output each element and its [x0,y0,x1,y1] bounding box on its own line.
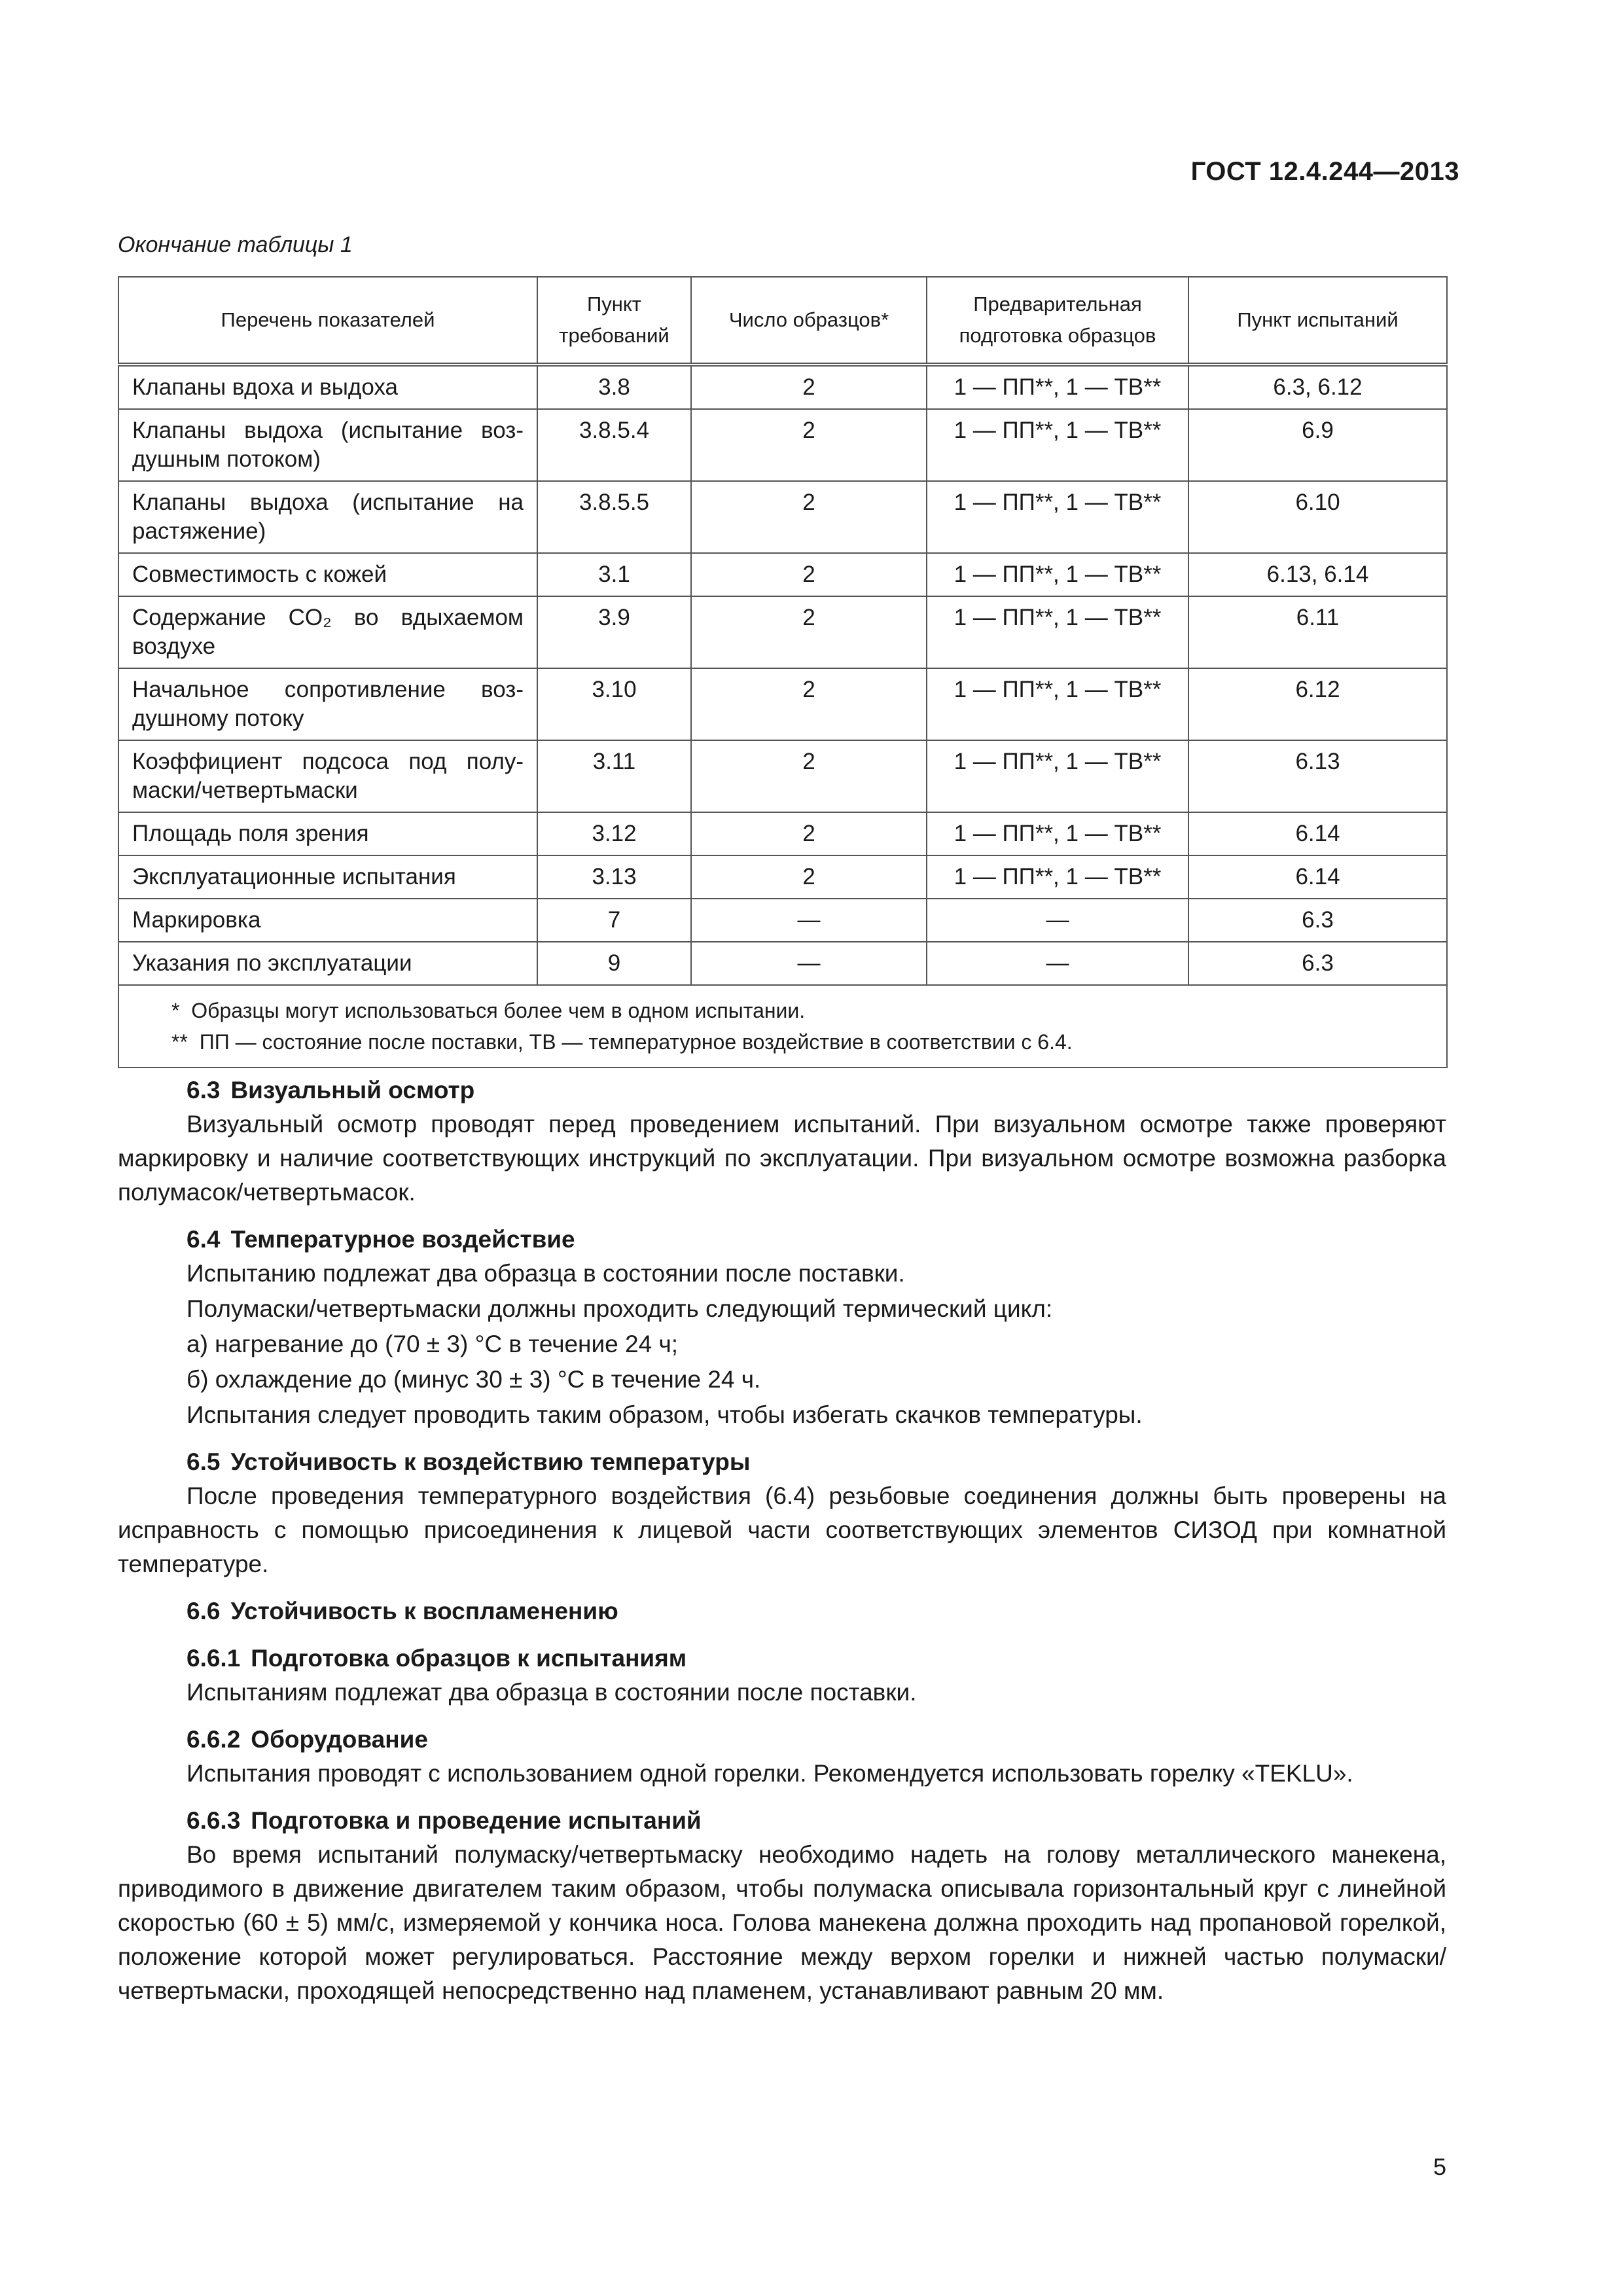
section-heading [118,1723,1446,1757]
table-cell: Маркировка [118,899,537,942]
section [118,1723,1446,1791]
column-header: Предварительная подготовка образцов [927,277,1188,365]
paragraph: Во время испытаний полумаску/четвертьмаску необходимо надеть на голову металлического манекена, приводимого в движение двигателем таким образом, чтобы полумаска описывала горизонтальный круг с линейной скоростью (60 ± 5) мм/с, измеряемой у кончика носа. Голова манекена должна проходить над пропановой горелкой, положение которой может регулироваться. Расстояние между верхом горелки и нижней частью полумаски/четвертьмаски, проходящей непосредственно над пламенем, устанавливают равным 20 мм. [118,1841,1446,2004]
table-cell: 1 — ПП**, 1 — ТВ** [927,855,1188,899]
table-cell: 3.12 [537,812,691,855]
table-row [118,481,1447,553]
table-cell: Клапаны вдоха и выдоха [118,365,537,409]
table-cell: Коэффициент подсоса под полумаски/четвертьмаски [118,740,537,812]
table-header-row [118,277,1447,365]
table-cell: 1 — ПП**, 1 — ТВ** [927,596,1188,668]
section-title: Устойчивость к воспламенению [230,1598,618,1624]
section-title: Устойчивость к воздействию температуры [230,1448,751,1475]
table-cell: 1 — ПП**, 1 — ТВ** [927,740,1188,812]
section-number: 6.4 [187,1226,221,1253]
section-number: 6.6.1 [187,1645,241,1672]
table-cell: 2 [691,812,927,855]
table-cell: 3.10 [537,668,691,740]
table-cell: 3.8.5.5 [537,481,691,553]
table-cell: 6.14 [1188,812,1447,855]
table-cell: 1 — ПП**, 1 — ТВ** [927,553,1188,596]
table-cell: 1 — ПП**, 1 — ТВ** [927,409,1188,481]
requirements-table [118,276,1448,1068]
section-number: 6.6.3 [187,1807,241,1834]
table-cell: 6.12 [1188,668,1447,740]
section-heading [118,1804,1446,1838]
section [118,1594,1446,1628]
section [118,1445,1446,1581]
table-cell: 1 — ПП**, 1 — ТВ** [927,481,1188,553]
document-id: ГОСТ 12.4.244—2013 [1190,157,1459,186]
table-cell: — [691,899,927,942]
table-row [118,899,1447,942]
section-title: Подготовка и проведение испытаний [251,1807,702,1834]
table-cell: 6.13, 6.14 [1188,553,1447,596]
table-row [118,365,1447,409]
table-cell: 3.8.5.4 [537,409,691,481]
column-header: Перечень показателей [118,277,537,365]
section-heading [118,1445,1446,1479]
section-heading [118,1641,1446,1676]
paragraph: После проведения температурного воздействия (6.4) резьбовые соединения должны быть проверены на исправность с помощью присоединения к лицевой части соответствующих элементов СИЗОД при комнатной температуре. [118,1482,1446,1577]
table-row [118,553,1447,596]
paragraph: Испытания следует проводить таким образом, чтобы избегать скачков температуры. [187,1401,1143,1428]
table-cell: 2 [691,481,927,553]
table-cell: 3.9 [537,596,691,668]
section-heading [118,1594,1446,1628]
section-title: Визуальный осмотр [230,1077,475,1103]
table-cell: 1 — ПП**, 1 — ТВ** [927,365,1188,409]
table-cell: 6.3 [1188,942,1447,985]
section-title: Подготовка образцов к испытаниям [251,1645,687,1672]
table-row [118,855,1447,899]
section [118,1804,1446,2008]
table-cell: — [927,942,1188,985]
table-cell: Начальное сопротивление воздушному потоку [118,668,537,740]
table-cell: 1 — ПП**, 1 — ТВ** [927,668,1188,740]
column-header: Пункт испытаний [1188,277,1447,365]
table-cell: — [691,942,927,985]
table-caption: Окончание таблицы 1 [118,232,353,257]
column-header: Пункт требований [537,277,691,365]
table-cell: 3.1 [537,553,691,596]
table-cell: 6.3 [1188,899,1447,942]
table-cell: Клапаны выдоха (испытание воздушным потоком) [118,409,537,481]
table-cell: 2 [691,668,927,740]
section [118,1223,1446,1432]
table-cell: — [927,899,1188,942]
paragraph: Полумаски/четвертьмаски должны проходить следующий термический цикл: [187,1295,1053,1322]
table-cell: 1 — ПП**, 1 — ТВ** [927,812,1188,855]
table-cell: 6.14 [1188,855,1447,899]
paragraph: Испытаниям подлежат два образца в состоянии после поставки. [187,1679,917,1706]
table-cell: 9 [537,942,691,985]
section-heading [118,1223,1446,1257]
table-cell: Клапаны выдоха (испытание на растяжение) [118,481,537,553]
table-cell: Эксплуатационные испытания [118,855,537,899]
table-cell: Указания по эксплуатации [118,942,537,985]
table-footnotes [118,985,1447,1067]
page-number: 5 [1433,2153,1446,2180]
table-cell: 2 [691,409,927,481]
table-row [118,668,1447,740]
section-number: 6.3 [187,1077,221,1103]
table-cell: 6.13 [1188,740,1447,812]
table-cell: 6.11 [1188,596,1447,668]
table-cell: 2 [691,855,927,899]
table-cell: 6.3, 6.12 [1188,365,1447,409]
section-title: Оборудование [251,1726,428,1753]
table-cell: Совместимость с кожей [118,553,537,596]
table-row [118,409,1447,481]
paragraph: Испытания проводят с использованием одной горелки. Рекомендуется использовать горелку «TEKLU». [187,1760,1353,1787]
table-cell: 3.13 [537,855,691,899]
paragraph: а) нагревание до (70 ± 3) °С в течение 24 ч; [187,1331,679,1357]
footnote: ** ПП — состояние после поставки, ТВ — температурное воздействие в соответствии с 6.4. [171,1030,1073,1054]
paragraph: б) охлаждение до (минус 30 ± 3) °С в течение 24 ч. [187,1366,761,1393]
section-heading [118,1073,1446,1107]
section [118,1641,1446,1710]
table-row [118,942,1447,985]
table-row [118,596,1447,668]
section-title: Температурное воздействие [230,1226,575,1253]
document-body [118,1073,1446,2021]
table-cell: 2 [691,740,927,812]
table-cell: 3.11 [537,740,691,812]
table-row [118,740,1447,812]
table-row [118,812,1447,855]
section-number: 6.6 [187,1598,221,1624]
column-header: Число образцов* [691,277,927,365]
table-cell: 6.10 [1188,481,1447,553]
table-cell: 2 [691,365,927,409]
paragraph: Испытанию подлежат два образца в состоянии после поставки. [187,1260,905,1287]
table-cell: Площадь поля зрения [118,812,537,855]
table-cell: 2 [691,596,927,668]
section-number: 6.6.2 [187,1726,241,1753]
paragraph: Визуальный осмотр проводят перед проведением испытаний. При визуальном осмотре также проверяют маркировку и наличие соответствующих инструкций по эксплуатации. При визуальном осмотре возможна разборка полумасок/четвертьмасок. [118,1111,1446,1206]
table-cell: Содержание CO₂ во вдыхаемом воздухе [118,596,537,668]
footnote: * Образцы могут использоваться более чем в одном испытании. [171,999,806,1022]
table-cell: 6.9 [1188,409,1447,481]
table-cell: 2 [691,553,927,596]
table-cell: 7 [537,899,691,942]
section [118,1073,1446,1210]
section-number: 6.5 [187,1448,221,1475]
table-cell: 3.8 [537,365,691,409]
